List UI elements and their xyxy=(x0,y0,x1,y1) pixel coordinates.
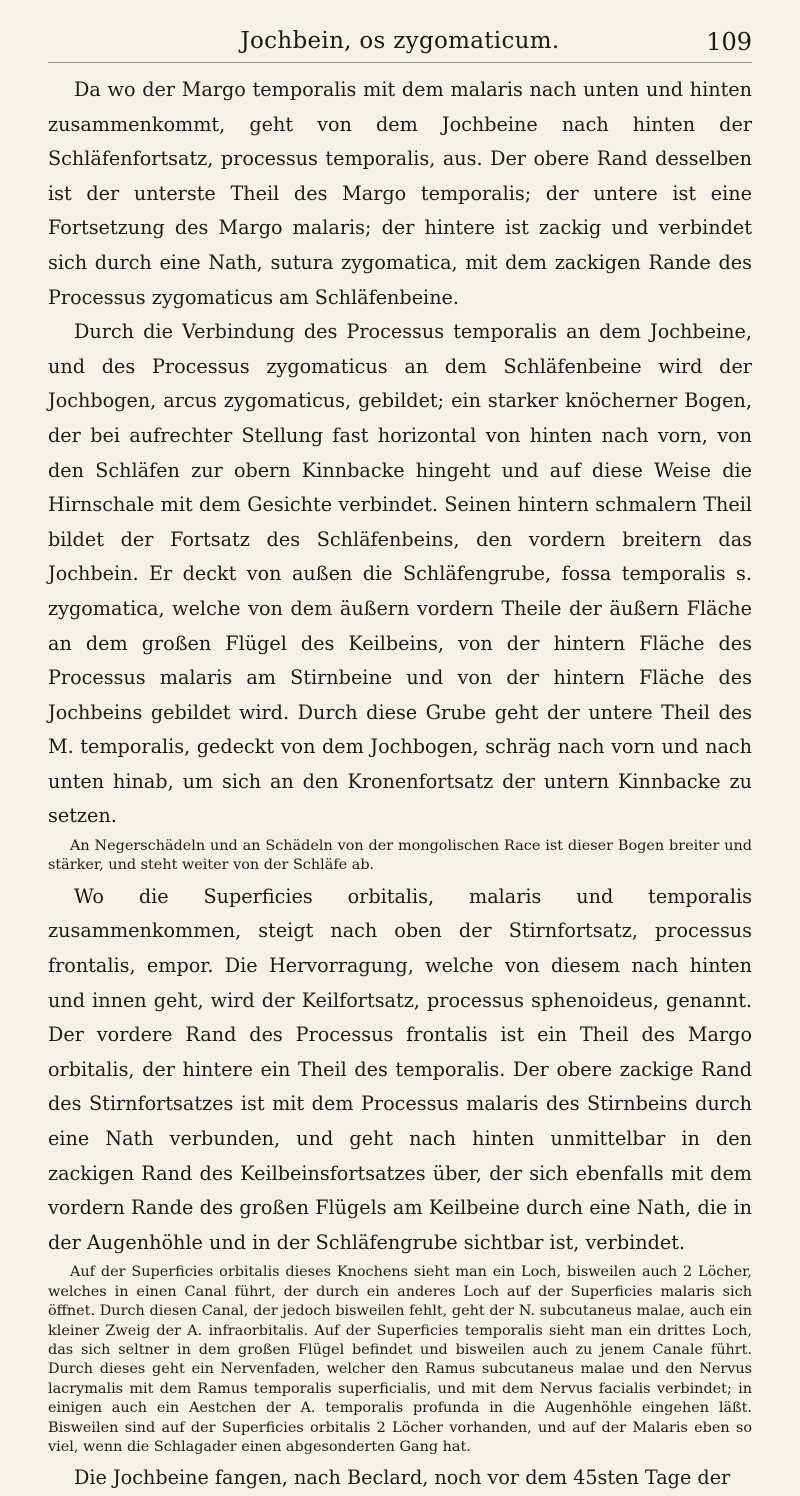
note-foramina: Auf der Superficies orbitalis dieses Knochens sieht man ein Loch, bisweilen auch 2 Löcher, welches in einen Canal führt, der durch ein anderes Loch auf der Superficies malaris sich öffnet. Durch diesen Canal, der jedoch bisweilen fehlt, geht der N. subcutaneus malae, auch ein kleiner Zweig der A. infraorbitalis. Auf der Superficies temporalis sieht man ein drittes Loch, das sich seltner in dem großen Flügel befindet und bisweilen auch zu jenem Canale führt. Durch dieses geht ein Nervenfaden, welcher den Ramus subcutaneus malae und den Nervus lacrymalis mit dem Ramus temporalis superficialis, und mit dem Nervus facialis verbindet; in einigen auch ein Aestchen der A. temporalis profunda in die Augenhöhle eingehen läßt. Bisweilen sind auf der Superficies orbitalis 2 Löcher vorhanden, und auf der Malaris eben so viel, wenn die Schlagader einen abgesonderten Gang hat. xyxy=(48,1264,752,1456)
paragraph-processus-temporalis: Da wo der Margo temporalis mit dem malaris nach unten und hinten zusammenkommt, geht von dem Jochbeine nach hinten der Schläfenfortsatz, processus temporalis, aus. Der obere Rand desselben ist der unterste Theil des Margo temporalis; der untere ist eine Fortsetzung des Margo malaris; der hintere ist zackig und verbindet sich durch eine Nath, sutura zygomatica, mit dem zackigen Rande des Processus zygomaticus am Schläfenbeine. xyxy=(48,78,752,309)
paragraph-entwicklung: Die Jochbeine fangen, nach Beclard, noch vor dem 45sten Tage der xyxy=(74,1466,731,1490)
running-head xyxy=(48,22,752,63)
paragraph-arcus-zygomaticus: Durch die Verbindung des Processus temporalis an dem Jochbeine, und des Processus zygomaticus an dem Schläfenbeine wird der Jochbogen, arcus zygomaticus, gebildet; ein starker knöcherner Bogen, der bei aufrechter Stellung fast horizontal von hinten nach vorn, von den Schläfen zur obern Kinnbacke hingeht und auf diese Weise die Hirnschale mit dem Gesichte verbindet. Seinen hintern schmalern Theil bildet der Fortsatz des Schläfenbeins, den vordern breitern das Jochbein. Er deckt von außen die Schläfengrube, fossa temporalis s. zygomatica, welche von dem äußern vordern Theile der äußern Fläche an dem großen Flügel des Keilbeins, von der hintern Fläche des Processus malaris am Stirnbeine und von der hintern Fläche des Jochbeins gebildet wird. Durch diese Grube geht der untere Theil des M. temporalis, gedeckt von dem Jochbogen, schräg nach vorn und nach unten hinab, um sich an den Kronenfortsatz der untern Kinnbacke zu setzen. xyxy=(48,320,752,828)
body-text xyxy=(48,73,752,1496)
page-number: 109 xyxy=(706,28,752,56)
paragraph-processus-frontalis: Wo die Superficies orbitalis, malaris und temporalis zusammenkommen, steigt nach oben der Stirnfortsatz, processus frontalis, empor. Die Hervorragung, welche von diesem nach hinten und innen geht, wird der Keilfortsatz, processus sphenoideus, genannt. Der vordere Rand des Processus frontalis ist ein Theil des Margo orbitalis, der hintere ein Theil des temporalis. Der obere zackige Rand des Stirnfortsatzes ist mit dem Processus malaris des Stirnbeins durch eine Nath verbunden, und geht nach hinten unmittelbar in den zackigen Rand des Keilbeinsfortsatzes über, der sich ebenfalls mit dem vordern Rande des großen Flügels am Keilbeine durch eine Nath, die in der Augenhöhle und in der Schläfengrube sichtbar ist, verbindet. xyxy=(48,884,752,1254)
note-negerschaedel: An Negerschädeln und an Schädeln von der mongolischen Race ist dieser Bogen breiter und stärker, und steht weiter von der Schläfe ab. xyxy=(48,838,752,874)
page-title: Jochbein, os zygomaticum. xyxy=(240,28,560,54)
